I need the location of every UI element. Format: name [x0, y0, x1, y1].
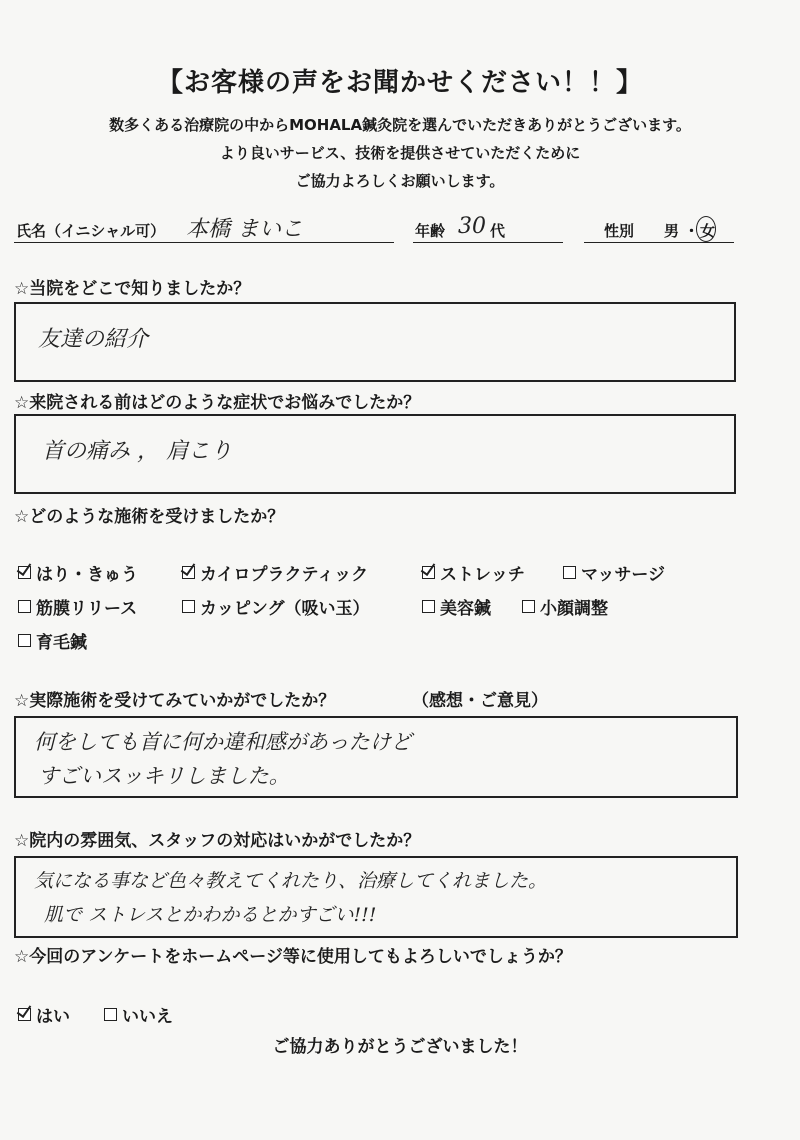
- age-suffix: 代: [490, 222, 506, 240]
- q1-question: ☆当院をどこで知りましたか？: [14, 279, 251, 299]
- option-no[interactable]: [104, 1002, 173, 1027]
- checkbox-cupping[interactable]: [182, 600, 195, 613]
- q5-answer-line-1: 気になる事など色々教えてくれたり、治療してくれました。: [34, 870, 548, 892]
- option-yes-label: はい: [36, 1007, 70, 1027]
- option-hari-kyu[interactable]: [18, 560, 138, 585]
- q2-question: ☆来院される前はどのような症状でお悩みでしたか？: [14, 393, 421, 413]
- checkbox-cosmetic-acupuncture[interactable]: [422, 600, 435, 613]
- checkbox-stretch[interactable]: [422, 566, 435, 579]
- checkbox-massage[interactable]: [563, 566, 576, 579]
- option-cosmetic-acupuncture[interactable]: [422, 594, 491, 619]
- checkbox-fascia-release[interactable]: [18, 600, 31, 613]
- option-stretch[interactable]: [422, 560, 525, 585]
- option-massage[interactable]: [563, 560, 665, 585]
- checkbox-face-adjust[interactable]: [522, 600, 535, 613]
- option-massage-label: マッサージ: [581, 565, 665, 585]
- option-chiropractic-label: カイロプラクティック: [200, 565, 369, 585]
- option-fascia-release-label: 筋膜リリース: [36, 599, 138, 619]
- option-face-adjust-label: 小顔調整: [540, 599, 608, 619]
- option-hair-acupuncture-label: 育毛鍼: [36, 633, 87, 653]
- option-face-adjust[interactable]: [522, 594, 608, 619]
- gender-female-option[interactable]: 女: [700, 222, 716, 240]
- q2-answer-box[interactable]: [14, 414, 736, 494]
- intro-line-2: より良いサービス、技術を提供させていただくために: [219, 144, 581, 162]
- option-no-label: いいえ: [122, 1007, 173, 1027]
- gender-label: 性別: [604, 222, 635, 240]
- q4-answer-line-2: すごいスッキリしました。: [38, 764, 290, 788]
- gender-selected-circle: [696, 216, 716, 242]
- age-underline: [413, 242, 563, 243]
- q4-answer-box[interactable]: [14, 716, 738, 798]
- name-value[interactable]: 本橋 まいこ: [186, 217, 303, 242]
- checkbox-yes[interactable]: [18, 1008, 31, 1021]
- q2-answer-text: 首の痛み ， 肩こり: [42, 439, 232, 464]
- option-cupping-label: カッピング（吸い玉）: [200, 599, 370, 619]
- survey-title: 【お客様の声をお聞かせください！！】: [156, 68, 643, 98]
- q1-answer-text: 友達の紹介: [38, 327, 149, 352]
- q5-answer-box[interactable]: [14, 856, 738, 938]
- q5-question: ☆院内の雰囲気、スタッフの対応はいかがでしたか？: [14, 831, 421, 851]
- name-label: 氏名（イニシャル可）: [16, 222, 166, 240]
- option-chiropractic[interactable]: [182, 560, 368, 585]
- option-stretch-label: ストレッチ: [440, 565, 525, 585]
- q5-answer-line-2: 肌で ストレスとかわかるとかすごい!!!: [44, 904, 377, 926]
- q4-question: ☆実際施術を受けてみていかがでしたか？: [14, 691, 336, 711]
- checkbox-no[interactable]: [104, 1008, 117, 1021]
- gender-male-option[interactable]: 男: [664, 222, 680, 240]
- option-fascia-release[interactable]: [18, 594, 137, 619]
- checkbox-chiropractic[interactable]: [182, 566, 195, 579]
- age-label: 年齢: [415, 222, 446, 240]
- option-cupping[interactable]: [182, 594, 370, 619]
- option-hari-kyu-label: はり・きゅう: [36, 565, 138, 585]
- intro-line-3: ご協力よろしくお願いします。: [295, 172, 505, 190]
- checkbox-hari-kyu[interactable]: [18, 566, 31, 579]
- q4-answer-line-1: 何をしても首に何か違和感があったけど: [34, 730, 412, 754]
- checkbox-hair-acupuncture[interactable]: [18, 634, 31, 647]
- option-cosmetic-acupuncture-label: 美容鍼: [440, 599, 491, 619]
- q1-answer-box[interactable]: [14, 302, 736, 382]
- thanks-message: ご協力ありがとうございました！: [272, 1037, 528, 1057]
- age-value[interactable]: 30: [458, 214, 486, 239]
- intro-line-1: 数多くある治療院の中からMOHALA鍼灸院を選んでいただきありがとうございます。: [109, 116, 691, 134]
- q6-question: ☆今回のアンケートをホームページ等に使用してもよろしいでしょうか？: [14, 947, 572, 967]
- gender-underline: [584, 242, 734, 243]
- option-hair-acupuncture[interactable]: [18, 628, 87, 653]
- gender-separator: ・: [684, 222, 700, 240]
- name-underline: [14, 242, 394, 243]
- option-yes[interactable]: [18, 1002, 70, 1027]
- q3-question: ☆どのような施術を受けましたか？: [14, 507, 285, 527]
- q4-note: （感想・ご意見）: [412, 691, 548, 711]
